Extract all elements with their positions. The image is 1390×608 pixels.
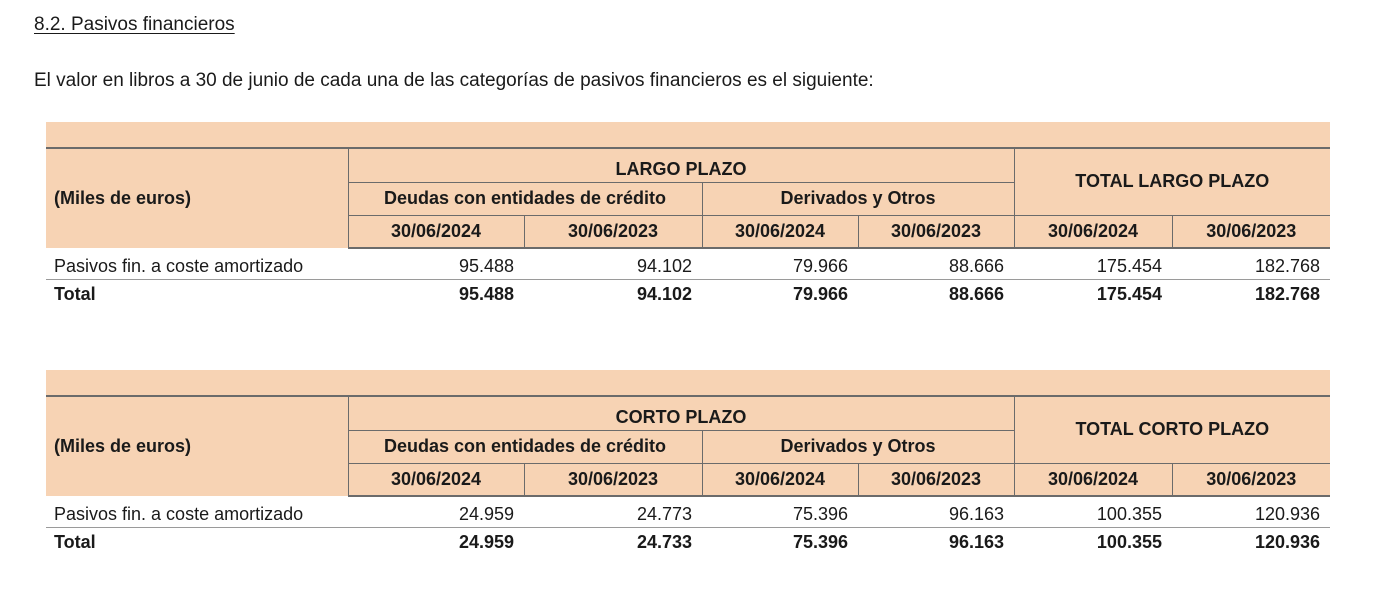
intro-paragraph: El valor en libros a 30 de junio de cada una de las categorías de pasivos financieros es el siguiente: <box>34 70 874 91</box>
unit-label: (Miles de euros) <box>46 396 348 496</box>
group-title: CORTO PLAZO <box>348 396 1014 430</box>
date-header: 30/06/2024 <box>348 463 524 496</box>
total-value-cell: 79.966 <box>702 279 858 310</box>
value-cell: 120.936 <box>1172 496 1330 527</box>
date-header: 30/06/2023 <box>1172 463 1330 496</box>
unit-label: (Miles de euros) <box>46 148 348 248</box>
total-value-cell: 94.102 <box>524 279 702 310</box>
row-label: Pasivos fin. a coste amortizado <box>46 496 348 527</box>
total-row <box>46 527 1330 558</box>
total-value-cell: 120.936 <box>1172 527 1330 558</box>
section-heading: 8.2. Pasivos financieros <box>34 14 235 35</box>
table-header-band <box>46 122 1330 148</box>
total-value-cell: 24.733 <box>524 527 702 558</box>
total-value-cell: 96.163 <box>858 527 1014 558</box>
date-header: 30/06/2023 <box>1172 215 1330 248</box>
total-group-title: TOTAL CORTO PLAZO <box>1014 396 1330 463</box>
total-value-cell: 100.355 <box>1014 527 1172 558</box>
long-term-liabilities-table <box>46 122 1330 310</box>
date-header: 30/06/2024 <box>1014 463 1172 496</box>
value-cell: 94.102 <box>524 248 702 279</box>
group-title: LARGO PLAZO <box>348 148 1014 182</box>
date-header: 30/06/2023 <box>858 463 1014 496</box>
total-value-cell: 88.666 <box>858 279 1014 310</box>
date-header: 30/06/2023 <box>524 215 702 248</box>
date-header: 30/06/2024 <box>348 215 524 248</box>
value-cell: 96.163 <box>858 496 1014 527</box>
table-row <box>46 496 1330 527</box>
subgroup-derivatives-others: Derivados y Otros <box>702 430 1014 463</box>
total-value-cell: 24.959 <box>348 527 524 558</box>
date-header: 30/06/2023 <box>858 215 1014 248</box>
short-term-liabilities-table <box>46 370 1330 558</box>
total-label: Total <box>46 279 348 310</box>
value-cell: 75.396 <box>702 496 858 527</box>
date-header: 30/06/2023 <box>524 463 702 496</box>
value-cell: 175.454 <box>1014 248 1172 279</box>
table-header-band <box>46 370 1330 396</box>
value-cell: 24.773 <box>524 496 702 527</box>
total-row <box>46 279 1330 310</box>
total-value-cell: 75.396 <box>702 527 858 558</box>
date-header: 30/06/2024 <box>702 463 858 496</box>
date-header: 30/06/2024 <box>1014 215 1172 248</box>
value-cell: 88.666 <box>858 248 1014 279</box>
total-value-cell: 175.454 <box>1014 279 1172 310</box>
subgroup-credit-entities: Deudas con entidades de crédito <box>348 182 702 215</box>
subgroup-derivatives-others: Derivados y Otros <box>702 182 1014 215</box>
value-cell: 24.959 <box>348 496 524 527</box>
value-cell: 79.966 <box>702 248 858 279</box>
row-label: Pasivos fin. a coste amortizado <box>46 248 348 279</box>
value-cell: 100.355 <box>1014 496 1172 527</box>
subgroup-credit-entities: Deudas con entidades de crédito <box>348 430 702 463</box>
value-cell: 95.488 <box>348 248 524 279</box>
total-value-cell: 182.768 <box>1172 279 1330 310</box>
value-cell: 182.768 <box>1172 248 1330 279</box>
date-header: 30/06/2024 <box>702 215 858 248</box>
total-label: Total <box>46 527 348 558</box>
table-row <box>46 248 1330 279</box>
total-value-cell: 95.488 <box>348 279 524 310</box>
total-group-title: TOTAL LARGO PLAZO <box>1014 148 1330 215</box>
